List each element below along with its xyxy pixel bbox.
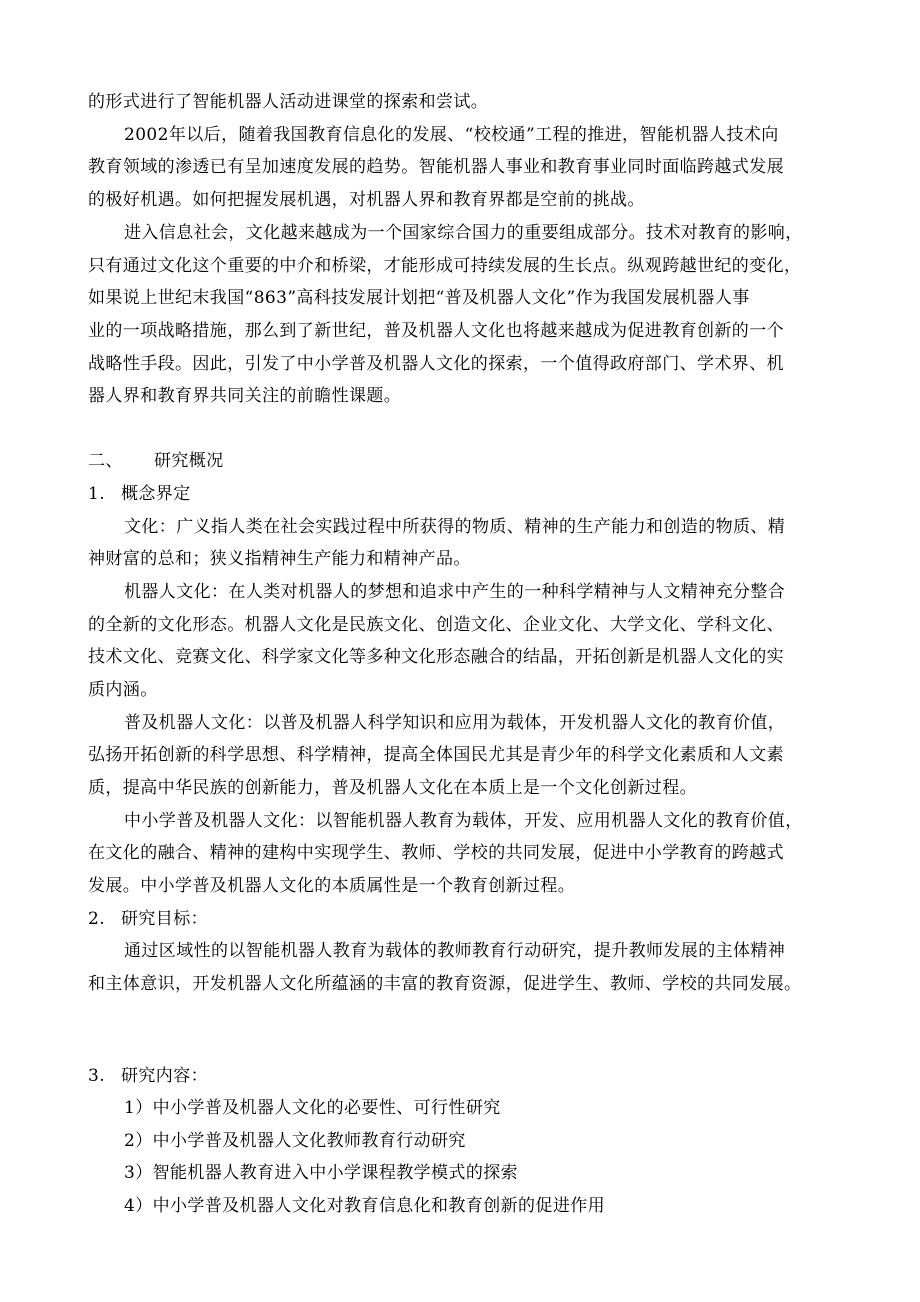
text-line: 业的一项战略措施，那么到了新世纪，普及机器人文化也将越来越成为促进教育创新的一个 bbox=[88, 321, 784, 341]
text-line: 2002年以后，随着我国教育信息化的发展、“校校通”工程的推进，智能机器人技术向 bbox=[124, 125, 779, 145]
text-line: 技术文化、竞赛文化、科学家文化等多种文化形态融合的结晶，开拓创新是机器人文化的实 bbox=[88, 647, 784, 667]
text-line: 和主体意识，开发机器人文化所蕴涵的丰富的教育资源，促进学生、教师、学校的共同发展。 bbox=[88, 974, 802, 994]
subsection-number: 1. bbox=[88, 484, 106, 504]
section-heading-title: 研究概况 bbox=[154, 451, 224, 471]
subsection-title: 研究目标： bbox=[121, 909, 208, 929]
text-line: 质，提高中华民族的创新能力，普及机器人文化在本质上是一个文化创新过程。 bbox=[88, 778, 697, 798]
text-line: 教育领域的渗透已有呈加速度发展的趋势。智能机器人事业和教育事业同时面临跨越式发展 bbox=[88, 157, 784, 177]
text-line: 器人界和教育界共同关注的前瞻性课题。 bbox=[88, 386, 402, 406]
subsection-number: 2. bbox=[88, 909, 106, 929]
text-line: 的形式进行了智能机器人活动进课堂的探索和尝试。 bbox=[88, 92, 489, 112]
subsection-title: 概念界定 bbox=[121, 484, 191, 504]
text-line: 质内涵。 bbox=[88, 680, 158, 700]
text-line: 如果说上世纪末我国“863”高科技发展计划把“普及机器人文化”作为我国发展机器人事 bbox=[88, 288, 750, 308]
text-line: 发展。中小学普及机器人文化的本质属性是一个教育创新过程。 bbox=[88, 876, 576, 896]
text-line: 在文化的融合、精神的建构中实现学生、教师、学校的共同发展，促进中小学教育的跨越式 bbox=[88, 843, 784, 863]
text-line: 普及机器人文化：以普及机器人科学知识和应用为载体，开发机器人文化的教育价值， bbox=[124, 713, 786, 733]
text-line: 弘扬开拓创新的科学思想、科学精神，提高全体国民尤其是青少年的科学文化素质和人文素 bbox=[88, 745, 784, 765]
subsection-number: 3. bbox=[88, 1066, 106, 1086]
text-line: 通过区域性的以智能机器人教育为载体的教师教育行动研究，提升教师发展的主体精神 bbox=[124, 941, 786, 961]
list-item: 1）中小学普及机器人文化的必要性、可行性研究 bbox=[124, 1098, 501, 1118]
list-item: 2）中小学普及机器人文化教师教育行动研究 bbox=[124, 1131, 466, 1151]
subsection-title: 研究内容： bbox=[121, 1066, 208, 1086]
text-line: 机器人文化：在人类对机器人的梦想和追求中产生的一种科学精神与人文精神充分整合 bbox=[124, 582, 786, 602]
text-line: 的极好机遇。如何把握发展机遇，对机器人界和教育界都是空前的挑战。 bbox=[88, 190, 645, 210]
text-line: 中小学普及机器人文化：以智能机器人教育为载体，开发、应用机器人文化的教育价值， bbox=[124, 811, 803, 831]
list-item: 3）智能机器人教育进入中小学课程教学模式的探索 bbox=[124, 1163, 519, 1183]
list-item: 4）中小学普及机器人文化对教育信息化和教育创新的促进作用 bbox=[124, 1196, 606, 1216]
text-line: 只有通过文化这个重要的中介和桥梁，才能形成可持续发展的生长点。纵观跨越世纪的变化， bbox=[88, 256, 802, 276]
text-line: 文化：广义指人类在社会实践过程中所获得的物质、精神的生产能力和创造的物质、精 bbox=[124, 517, 786, 537]
text-line: 进入信息社会，文化越来越成为一个国家综合国力的重要组成部分。技术对教育的影响， bbox=[124, 223, 803, 243]
text-line: 战略性手段。因此，引发了中小学普及机器人文化的探索，一个值得政府部门、学术界、机 bbox=[88, 354, 784, 374]
text-line: 神财富的总和；狭义指精神生产能力和精神产品。 bbox=[88, 549, 471, 569]
section-heading-number: 二、 bbox=[88, 451, 123, 471]
text-line: 的全新的文化形态。机器人文化是民族文化、创造文化、企业文化、大学文化、学科文化、 bbox=[88, 615, 784, 635]
